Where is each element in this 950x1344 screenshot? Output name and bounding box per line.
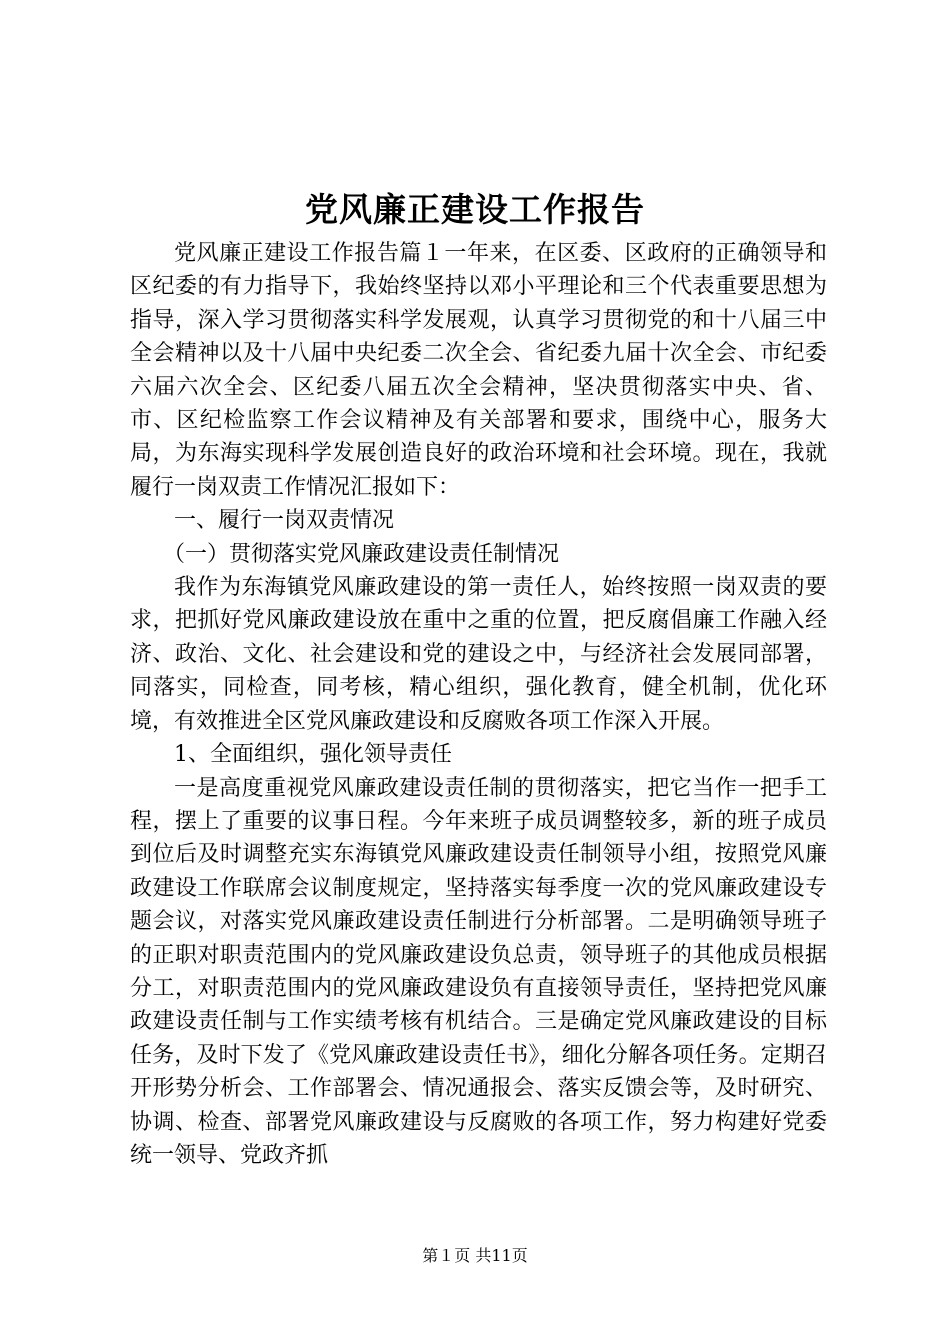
document-title: 党风廉正建设工作报告: [305, 190, 645, 229]
subsection-heading-1: （一）贯彻落实党风廉政建设责任制情况: [163, 541, 560, 567]
section-heading-1: 一、履行一岗双责情况: [174, 508, 395, 534]
item-heading-1: 1、全面组织，强化领导责任: [174, 742, 452, 768]
paragraph-organization: 一是高度重视党风廉政建设责任制的贯彻落实，把它当作一把手工程，摆上了重要的议事日程。今年来班子成员调整较多，新的班子成员到位后及时调整充实东海镇党风廉政建设责任制领导小组，按照党风廉政建设工作联席会议制度规定，坚持落实每季度一次的党风廉政建设专题会议，对落实党风廉政建设责任制进行分析部署。二是明确领导班子的正职对职责范围内的党风廉政建设负总责，领导班子的其他成员根据分工，对职责范围内的党风廉政建设负有直接领导责任，坚持把党风廉政建设责任制与工作实绩考核有机结合。三是确定党风廉政建设的目标任务，及时下发了《党风廉政建设责任书》，细化分解各项任务。定期召开形势分析会、工作部署会、情况通报会、落实反馈会等，及时研究、协调、检查、部署党风廉政建设与反腐败的各项工作，努力构建好党委统一领导、党政齐抓: [130, 775, 827, 1168]
paragraph-responsibility: 我作为东海镇党风廉政建设的第一责任人，始终按照一岗双责的要求，把抓好党风廉政建设放在重中之重的位置，把反腐倡廉工作融入经济、政治、文化、社会建设和党的建设之中，与经济社会发展同部署，同落实，同检查，同考核，精心组织，强化教育，健全机制，优化环境，有效推进全区党风廉政建设和反腐败各项工作深入开展。: [130, 575, 827, 734]
page-number-footer: 第１页 共11页: [422, 1246, 528, 1265]
paragraph-intro: 党风廉正建设工作报告篇１一年来，在区委、区政府的正确领导和区纪委的有力指导下，我始终坚持以邓小平理论和三个代表重要思想为指导，深入学习贯彻落实科学发展观，认真学习贯彻党的和十八届三中全会精神以及十八届中央纪委二次全会、省纪委九届十次全会、市纪委六届六次全会、区纪委八届五次全会精神，坚决贯彻落实中央、省、市、区纪检监察工作会议精神及有关部署和要求，围绕中心，服务大局，为东海实现科学发展创造良好的政治环境和社会环境。现在，我就履行一岗双责工作情况汇报如下：: [130, 241, 827, 500]
document-body: [130, 237, 827, 1172]
